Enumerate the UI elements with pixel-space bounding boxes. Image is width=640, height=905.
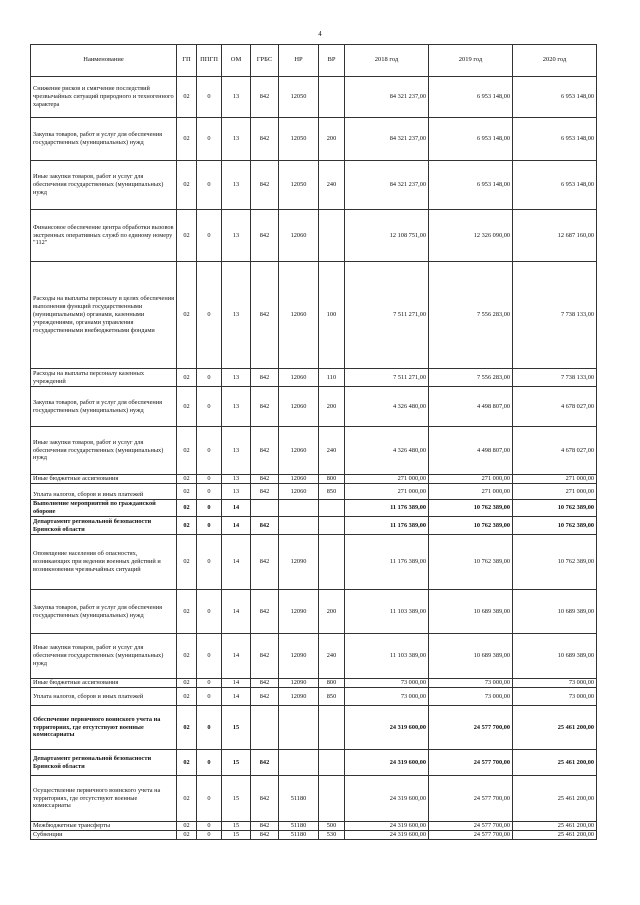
amount-2018-cell: 4 326 480,00	[345, 427, 429, 475]
om-cell: 13	[222, 475, 251, 484]
amount-2018-cell: 4 326 480,00	[345, 387, 429, 427]
ppgp-cell: 0	[197, 161, 222, 210]
amount-2019-cell: 24 577 700,00	[429, 831, 513, 840]
table-row	[31, 776, 597, 822]
grbs-cell: 842	[251, 475, 279, 484]
grbs-cell: 842	[251, 750, 279, 776]
row-name-cell: Финансовое обеспечение центра обработки вызовов экстренных оперативных служб по единому номеру "112"	[31, 210, 177, 262]
amount-2020-cell: 25 461 200,00	[513, 831, 597, 840]
gp-cell: 02	[177, 210, 197, 262]
row-name-cell: Межбюджетные трансферты	[31, 822, 177, 831]
ppgp-cell: 0	[197, 369, 222, 387]
amount-2019-cell: 7 556 283,00	[429, 369, 513, 387]
nr-cell: 51180	[279, 822, 319, 831]
table-row	[31, 706, 597, 750]
amount-2019-cell: 24 577 700,00	[429, 776, 513, 822]
grbs-cell	[251, 706, 279, 750]
amount-2018-cell: 73 000,00	[345, 688, 429, 706]
ppgp-cell: 0	[197, 679, 222, 688]
table-row	[31, 822, 597, 831]
row-name-cell: Расходы на выплаты персоналу в целях обеспечения выполнения функций государственными (муниципальными) органами, казенными учреждениями, органами управления государственными внебюджетными фондами	[31, 262, 177, 369]
vr-cell: 240	[319, 634, 345, 679]
amount-2020-cell: 4 678 027,00	[513, 427, 597, 475]
row-name-cell: Департамент региональной безопасности Брянской области	[31, 750, 177, 776]
amount-2020-cell: 25 461 200,00	[513, 776, 597, 822]
table-row	[31, 679, 597, 688]
amount-2018-cell: 24 319 600,00	[345, 706, 429, 750]
gp-cell: 02	[177, 634, 197, 679]
amount-2019-cell: 24 577 700,00	[429, 750, 513, 776]
nr-cell: 51180	[279, 831, 319, 840]
grbs-cell: 842	[251, 210, 279, 262]
table-row	[31, 118, 597, 161]
gp-cell: 02	[177, 77, 197, 118]
om-cell: 15	[222, 822, 251, 831]
table-row	[31, 262, 597, 369]
gp-cell: 02	[177, 387, 197, 427]
ppgp-cell: 0	[197, 427, 222, 475]
header-vr: ВР	[319, 45, 345, 77]
gp-cell: 02	[177, 427, 197, 475]
amount-2020-cell: 73 000,00	[513, 679, 597, 688]
gp-cell: 02	[177, 776, 197, 822]
vr-cell: 850	[319, 688, 345, 706]
amount-2019-cell: 73 000,00	[429, 688, 513, 706]
row-name-cell: Закупка товаров, работ и услуг для обеспечения государственных (муниципальных) нужд	[31, 590, 177, 634]
vr-cell	[319, 535, 345, 590]
grbs-cell: 842	[251, 118, 279, 161]
table-row	[31, 210, 597, 262]
vr-cell: 200	[319, 118, 345, 161]
vr-cell: 100	[319, 262, 345, 369]
amount-2020-cell: 6 953 148,00	[513, 161, 597, 210]
amount-2019-cell: 10 762 389,00	[429, 517, 513, 535]
amount-2020-cell: 25 461 200,00	[513, 706, 597, 750]
amount-2019-cell: 6 953 148,00	[429, 118, 513, 161]
amount-2020-cell: 271 000,00	[513, 484, 597, 500]
row-name-cell: Обеспечение первичного воинского учета на территориях, где отсутствуют военные комиссариаты	[31, 706, 177, 750]
table-row	[31, 387, 597, 427]
amount-2020-cell: 10 762 389,00	[513, 517, 597, 535]
grbs-cell: 842	[251, 831, 279, 840]
gp-cell: 02	[177, 706, 197, 750]
table-row	[31, 475, 597, 484]
grbs-cell: 842	[251, 484, 279, 500]
om-cell: 14	[222, 517, 251, 535]
amount-2018-cell: 24 319 600,00	[345, 776, 429, 822]
amount-2019-cell: 10 689 389,00	[429, 634, 513, 679]
om-cell: 14	[222, 590, 251, 634]
om-cell: 13	[222, 161, 251, 210]
ppgp-cell: 0	[197, 387, 222, 427]
row-name-cell: Расходы на выплаты персоналу казенных учреждений	[31, 369, 177, 387]
vr-cell	[319, 77, 345, 118]
nr-cell: 12060	[279, 369, 319, 387]
nr-cell: 12060	[279, 262, 319, 369]
grbs-cell: 842	[251, 688, 279, 706]
table-row	[31, 590, 597, 634]
amount-2018-cell: 11 103 389,00	[345, 590, 429, 634]
amount-2019-cell: 10 762 389,00	[429, 535, 513, 590]
vr-cell: 530	[319, 831, 345, 840]
grbs-cell: 842	[251, 262, 279, 369]
vr-cell: 240	[319, 161, 345, 210]
budget-table	[30, 44, 597, 840]
gp-cell: 02	[177, 590, 197, 634]
amount-2020-cell: 10 762 389,00	[513, 500, 597, 517]
amount-2020-cell: 10 762 389,00	[513, 535, 597, 590]
om-cell: 13	[222, 369, 251, 387]
amount-2019-cell: 4 498 807,00	[429, 387, 513, 427]
table-header-row	[31, 45, 597, 77]
amount-2020-cell: 73 000,00	[513, 688, 597, 706]
amount-2020-cell: 7 738 133,00	[513, 262, 597, 369]
row-name-cell: Уплата налогов, сборов и иных платежей	[31, 688, 177, 706]
vr-cell: 240	[319, 427, 345, 475]
row-name-cell: Закупка товаров, работ и услуг для обеспечения государственных (муниципальных) нужд	[31, 118, 177, 161]
om-cell: 13	[222, 210, 251, 262]
nr-cell: 12050	[279, 77, 319, 118]
amount-2018-cell: 24 319 600,00	[345, 750, 429, 776]
ppgp-cell: 0	[197, 210, 222, 262]
nr-cell: 12050	[279, 118, 319, 161]
vr-cell: 110	[319, 369, 345, 387]
vr-cell: 200	[319, 590, 345, 634]
om-cell: 15	[222, 831, 251, 840]
table-row	[31, 77, 597, 118]
grbs-cell: 842	[251, 427, 279, 475]
ppgp-cell: 0	[197, 484, 222, 500]
amount-2020-cell: 6 953 148,00	[513, 77, 597, 118]
grbs-cell: 842	[251, 822, 279, 831]
ppgp-cell: 0	[197, 776, 222, 822]
amount-2019-cell: 24 577 700,00	[429, 822, 513, 831]
amount-2019-cell: 12 326 090,00	[429, 210, 513, 262]
nr-cell: 12060	[279, 484, 319, 500]
gp-cell: 02	[177, 262, 197, 369]
grbs-cell: 842	[251, 77, 279, 118]
amount-2018-cell: 84 321 237,00	[345, 77, 429, 118]
row-name-cell: Оповещение населения об опасностях, возникающих при ведении военных действий и возникновении чрезвычайных ситуаций	[31, 535, 177, 590]
vr-cell	[319, 706, 345, 750]
amount-2018-cell: 11 176 389,00	[345, 517, 429, 535]
gp-cell: 02	[177, 517, 197, 535]
nr-cell: 12090	[279, 679, 319, 688]
gp-cell: 02	[177, 535, 197, 590]
header-grbs: ГРБС	[251, 45, 279, 77]
amount-2018-cell: 271 000,00	[345, 475, 429, 484]
ppgp-cell: 0	[197, 590, 222, 634]
amount-2019-cell: 271 000,00	[429, 484, 513, 500]
gp-cell: 02	[177, 688, 197, 706]
row-name-cell: Департамент региональной безопасности Брянской области	[31, 517, 177, 535]
vr-cell	[319, 500, 345, 517]
om-cell: 15	[222, 750, 251, 776]
ppgp-cell: 0	[197, 750, 222, 776]
om-cell: 14	[222, 634, 251, 679]
table-row	[31, 369, 597, 387]
row-name-cell: Осуществление первичного воинского учета на территориях, где отсутствуют военные комиссариаты	[31, 776, 177, 822]
gp-cell: 02	[177, 822, 197, 831]
grbs-cell: 842	[251, 776, 279, 822]
amount-2020-cell: 25 461 200,00	[513, 822, 597, 831]
table-row	[31, 831, 597, 840]
om-cell: 14	[222, 535, 251, 590]
row-name-cell: Уплата налогов, сборов и иных платежей	[31, 484, 177, 500]
om-cell: 13	[222, 262, 251, 369]
ppgp-cell: 0	[197, 77, 222, 118]
amount-2020-cell: 7 738 133,00	[513, 369, 597, 387]
grbs-cell: 842	[251, 634, 279, 679]
amount-2019-cell: 73 000,00	[429, 679, 513, 688]
grbs-cell: 842	[251, 590, 279, 634]
page-number: 4	[318, 30, 322, 38]
row-name-cell: Иные закупки товаров, работ и услуг для обеспечения государственных (муниципальных) нужд	[31, 161, 177, 210]
nr-cell: 12090	[279, 688, 319, 706]
table-row	[31, 688, 597, 706]
grbs-cell: 842	[251, 679, 279, 688]
ppgp-cell: 0	[197, 634, 222, 679]
nr-cell	[279, 750, 319, 776]
amount-2018-cell: 11 176 389,00	[345, 500, 429, 517]
ppgp-cell: 0	[197, 535, 222, 590]
nr-cell: 12060	[279, 387, 319, 427]
grbs-cell: 842	[251, 387, 279, 427]
amount-2019-cell: 7 556 283,00	[429, 262, 513, 369]
om-cell: 14	[222, 679, 251, 688]
amount-2019-cell: 10 689 389,00	[429, 590, 513, 634]
row-name-cell: Иные бюджетные ассигнования	[31, 475, 177, 484]
nr-cell	[279, 517, 319, 535]
amount-2020-cell: 25 461 200,00	[513, 750, 597, 776]
ppgp-cell: 0	[197, 831, 222, 840]
vr-cell	[319, 210, 345, 262]
grbs-cell: 842	[251, 517, 279, 535]
nr-cell: 12060	[279, 427, 319, 475]
table-row	[31, 634, 597, 679]
nr-cell: 12060	[279, 210, 319, 262]
amount-2019-cell: 4 498 807,00	[429, 427, 513, 475]
nr-cell: 12090	[279, 634, 319, 679]
nr-cell: 12060	[279, 475, 319, 484]
table-row	[31, 484, 597, 500]
amount-2019-cell: 6 953 148,00	[429, 77, 513, 118]
row-name-cell: Закупка товаров, работ и услуг для обеспечения государственных (муниципальных) нужд	[31, 387, 177, 427]
table-row	[31, 750, 597, 776]
nr-cell: 12050	[279, 161, 319, 210]
om-cell: 14	[222, 500, 251, 517]
amount-2019-cell: 6 953 148,00	[429, 161, 513, 210]
om-cell: 15	[222, 776, 251, 822]
vr-cell: 200	[319, 387, 345, 427]
row-name-cell: Иные закупки товаров, работ и услуг для обеспечения государственных (муниципальных) нужд	[31, 634, 177, 679]
row-name-cell: Снижение рисков и смягчение последствий чрезвычайных ситуаций природного и техногенного характера	[31, 77, 177, 118]
om-cell: 13	[222, 77, 251, 118]
ppgp-cell: 0	[197, 706, 222, 750]
ppgp-cell: 0	[197, 517, 222, 535]
amount-2020-cell: 10 689 389,00	[513, 634, 597, 679]
row-name-cell: Иные закупки товаров, работ и услуг для обеспечения государственных (муниципальных) нужд	[31, 427, 177, 475]
om-cell: 13	[222, 484, 251, 500]
amount-2019-cell: 271 000,00	[429, 475, 513, 484]
gp-cell: 02	[177, 750, 197, 776]
om-cell: 15	[222, 706, 251, 750]
ppgp-cell: 0	[197, 475, 222, 484]
header-om: ОМ	[222, 45, 251, 77]
amount-2018-cell: 84 321 237,00	[345, 161, 429, 210]
amount-2020-cell: 4 678 027,00	[513, 387, 597, 427]
amount-2018-cell: 84 321 237,00	[345, 118, 429, 161]
gp-cell: 02	[177, 500, 197, 517]
row-name-cell: Субвенции	[31, 831, 177, 840]
amount-2019-cell: 10 762 389,00	[429, 500, 513, 517]
table-row	[31, 535, 597, 590]
row-name-cell: Иные бюджетные ассигнования	[31, 679, 177, 688]
vr-cell	[319, 750, 345, 776]
ppgp-cell: 0	[197, 500, 222, 517]
nr-cell: 12090	[279, 590, 319, 634]
header-nr: НР	[279, 45, 319, 77]
header-ppgp: ППГП	[197, 45, 222, 77]
nr-cell	[279, 706, 319, 750]
amount-2018-cell: 271 000,00	[345, 484, 429, 500]
grbs-cell: 842	[251, 535, 279, 590]
amount-2019-cell: 24 577 700,00	[429, 706, 513, 750]
table-row	[31, 517, 597, 535]
vr-cell: 850	[319, 484, 345, 500]
amount-2018-cell: 73 000,00	[345, 679, 429, 688]
vr-cell	[319, 517, 345, 535]
nr-cell: 51180	[279, 776, 319, 822]
amount-2020-cell: 271 000,00	[513, 475, 597, 484]
gp-cell: 02	[177, 118, 197, 161]
vr-cell: 800	[319, 679, 345, 688]
nr-cell: 12090	[279, 535, 319, 590]
om-cell: 14	[222, 688, 251, 706]
om-cell: 13	[222, 118, 251, 161]
ppgp-cell: 0	[197, 262, 222, 369]
amount-2018-cell: 12 108 751,00	[345, 210, 429, 262]
amount-2018-cell: 7 511 271,00	[345, 369, 429, 387]
amount-2020-cell: 6 953 148,00	[513, 118, 597, 161]
vr-cell: 500	[319, 822, 345, 831]
amount-2020-cell: 10 689 389,00	[513, 590, 597, 634]
gp-cell: 02	[177, 161, 197, 210]
grbs-cell	[251, 500, 279, 517]
gp-cell: 02	[177, 831, 197, 840]
row-name-cell: Выполнение мероприятий по гражданской обороне	[31, 500, 177, 517]
ppgp-cell: 0	[197, 822, 222, 831]
om-cell: 13	[222, 387, 251, 427]
grbs-cell: 842	[251, 161, 279, 210]
header-gp: ГП	[177, 45, 197, 77]
table-row	[31, 161, 597, 210]
ppgp-cell: 0	[197, 688, 222, 706]
amount-2018-cell: 24 319 600,00	[345, 831, 429, 840]
vr-cell: 800	[319, 475, 345, 484]
table-row	[31, 427, 597, 475]
gp-cell: 02	[177, 475, 197, 484]
vr-cell	[319, 776, 345, 822]
gp-cell: 02	[177, 484, 197, 500]
ppgp-cell: 0	[197, 118, 222, 161]
om-cell: 13	[222, 427, 251, 475]
amount-2018-cell: 7 511 271,00	[345, 262, 429, 369]
amount-2018-cell: 24 319 600,00	[345, 822, 429, 831]
nr-cell	[279, 500, 319, 517]
header-name: Наименование	[31, 45, 177, 77]
amount-2018-cell: 11 176 389,00	[345, 535, 429, 590]
header-2019: 2019 год	[429, 45, 513, 77]
amount-2020-cell: 12 687 160,00	[513, 210, 597, 262]
amount-2018-cell: 11 103 389,00	[345, 634, 429, 679]
table-row	[31, 500, 597, 517]
header-2018: 2018 год	[345, 45, 429, 77]
gp-cell: 02	[177, 369, 197, 387]
grbs-cell: 842	[251, 369, 279, 387]
header-2020: 2020 год	[513, 45, 597, 77]
gp-cell: 02	[177, 679, 197, 688]
